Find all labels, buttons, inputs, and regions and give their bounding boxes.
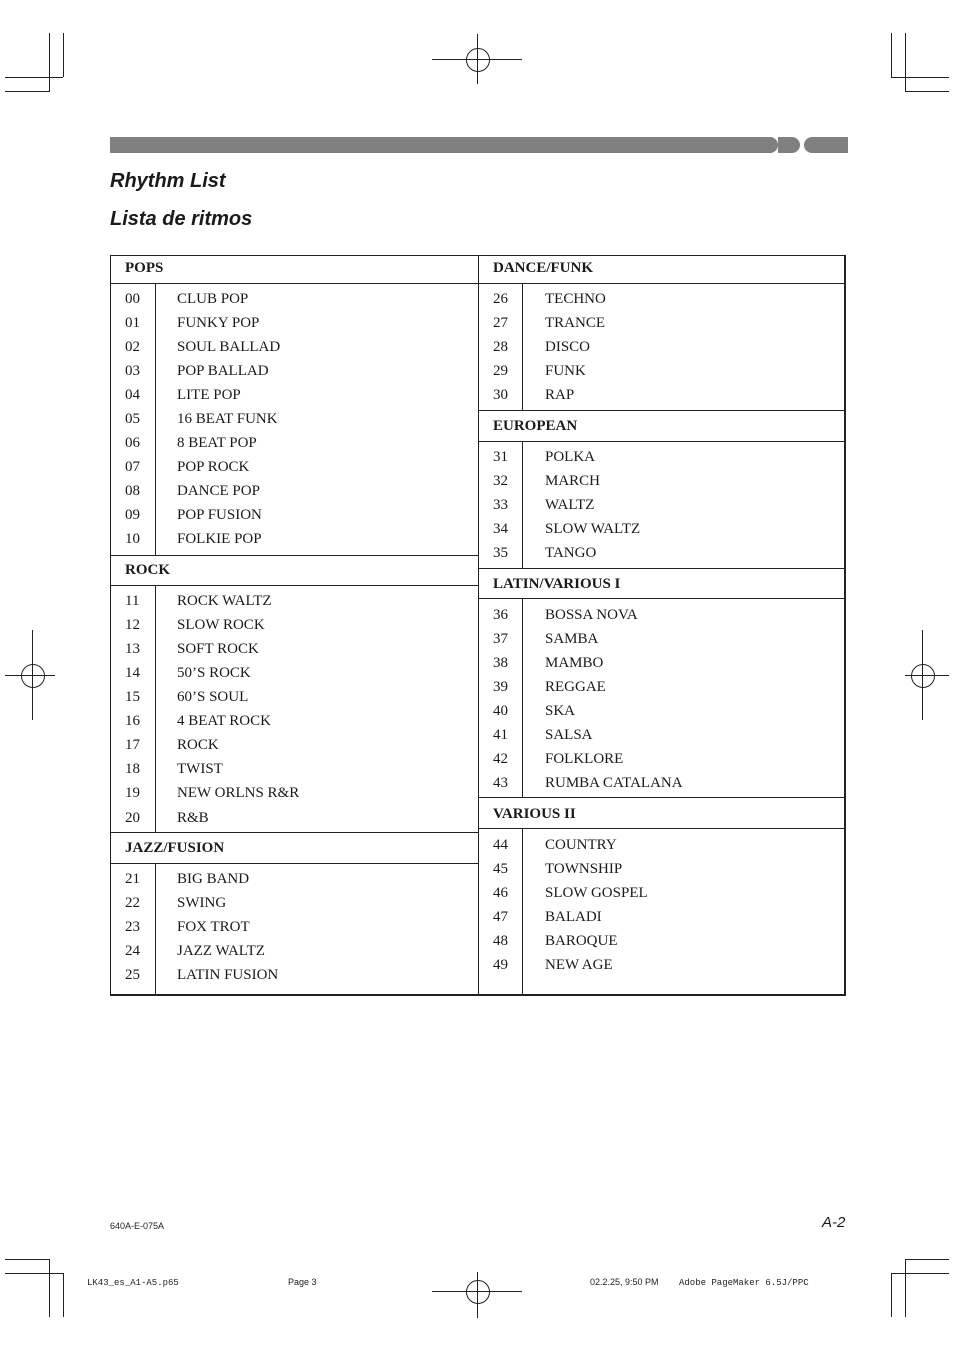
rhythm-number: 17 <box>125 737 140 753</box>
rhythm-name: SLOW ROCK <box>177 617 265 633</box>
crop-mark <box>905 33 906 91</box>
rhythm-number: 33 <box>493 497 508 513</box>
crop-mark <box>905 1259 906 1317</box>
rhythm-name: MARCH <box>545 473 601 489</box>
rhythm-name: POLKA <box>545 449 596 465</box>
print-datetime: 02.2.25, 9:50 PM <box>590 1277 659 1287</box>
crop-mark <box>891 1273 949 1274</box>
rhythm-name: ROCK <box>177 737 219 753</box>
rhythm-name: FUNK <box>545 363 586 379</box>
section-divider <box>479 797 845 798</box>
rhythm-number: 20 <box>125 810 140 826</box>
crop-mark <box>5 1273 63 1274</box>
rhythm-number: 46 <box>493 885 508 901</box>
document-code: 640A-E-075A <box>110 1221 165 1231</box>
section-title-european: EUROPEAN <box>493 418 578 434</box>
rhythm-number: 16 <box>125 713 140 729</box>
crop-mark <box>49 1259 50 1317</box>
rhythm-name: FOLKLORE <box>545 751 624 767</box>
section-title-pops: POPS <box>125 260 164 276</box>
rhythm-name: TOWNSHIP <box>545 861 623 877</box>
crop-mark <box>63 33 64 77</box>
rhythm-name: 16 BEAT FUNK <box>177 411 278 427</box>
title-spanish: Lista de ritmos <box>110 208 253 230</box>
rhythm-number: 09 <box>125 507 140 523</box>
rhythm-number: 12 <box>125 617 140 633</box>
rhythm-number: 39 <box>493 679 508 695</box>
rhythm-number: 19 <box>125 785 140 801</box>
crop-mark <box>63 1273 64 1317</box>
section-divider <box>479 568 845 569</box>
rhythm-number: 45 <box>493 861 508 877</box>
rhythm-name: SLOW GOSPEL <box>545 885 648 901</box>
rhythm-number: 22 <box>125 895 140 911</box>
crop-mark <box>891 77 949 78</box>
rhythm-name: BALADI <box>545 909 602 925</box>
rhythm-name: SOUL BALLAD <box>177 339 281 355</box>
rhythm-name: LITE POP <box>177 387 241 403</box>
rhythm-number: 28 <box>493 339 508 355</box>
rhythm-number: 00 <box>125 291 140 307</box>
number-divider <box>522 284 523 410</box>
section-title-various-ii: VARIOUS II <box>493 806 576 822</box>
crop-mark <box>891 1273 892 1317</box>
rhythm-name: BOSSA NOVA <box>545 607 638 623</box>
rhythm-number: 26 <box>493 291 508 307</box>
rhythm-name: NEW ORLNS R&R <box>177 785 300 801</box>
crop-mark <box>5 91 50 92</box>
rhythm-name: SLOW WALTZ <box>545 521 641 537</box>
rhythm-name: RUMBA CATALANA <box>545 775 683 791</box>
rhythm-number: 49 <box>493 957 508 973</box>
rhythm-number: 08 <box>125 483 140 499</box>
rhythm-name: TRANCE <box>545 315 605 331</box>
rhythm-name: DANCE POP <box>177 483 260 499</box>
rhythm-number: 13 <box>125 641 140 657</box>
section-divider <box>111 585 478 586</box>
header-chevron <box>778 137 800 153</box>
crop-mark <box>905 91 949 92</box>
rhythm-name: TECHNO <box>545 291 606 307</box>
number-divider <box>522 599 523 797</box>
rhythm-number: 15 <box>125 689 140 705</box>
rhythm-name: FOLKIE POP <box>177 531 262 547</box>
rhythm-name: JAZZ WALTZ <box>177 943 265 959</box>
section-title-latin-various: LATIN/VARIOUS I <box>493 576 621 592</box>
title-english: Rhythm List <box>110 170 226 192</box>
rhythm-name: SAMBA <box>545 631 599 647</box>
rhythm-name: POP ROCK <box>177 459 250 475</box>
number-divider <box>155 284 156 555</box>
rhythm-number: 11 <box>125 593 140 609</box>
rhythm-name: 60’S SOUL <box>177 689 249 705</box>
rhythm-name: POP FUSION <box>177 507 262 523</box>
rhythm-name: DISCO <box>545 339 591 355</box>
rhythm-name: 8 BEAT POP <box>177 435 257 451</box>
section-divider <box>479 283 845 284</box>
crop-mark <box>5 77 63 78</box>
rhythm-number: 42 <box>493 751 508 767</box>
rhythm-name: SALSA <box>545 727 593 743</box>
rhythm-number: 05 <box>125 411 140 427</box>
rhythm-number: 43 <box>493 775 508 791</box>
section-title-jazz-fusion: JAZZ/FUSION <box>125 840 225 856</box>
rhythm-number: 06 <box>125 435 140 451</box>
rhythm-name: LATIN FUSION <box>177 967 279 983</box>
registration-circle <box>911 664 935 688</box>
rhythm-number: 47 <box>493 909 508 925</box>
rhythm-name: COUNTRY <box>545 837 617 853</box>
rhythm-number: 21 <box>125 871 140 887</box>
rhythm-name: SKA <box>545 703 576 719</box>
section-title-dance-funk: DANCE/FUNK <box>493 260 593 276</box>
rhythm-number: 44 <box>493 837 508 853</box>
number-divider <box>155 586 156 832</box>
rhythm-number: 14 <box>125 665 140 681</box>
section-divider <box>479 410 845 411</box>
rhythm-number: 31 <box>493 449 508 465</box>
file-name: LK43_es_A1-A5.p65 <box>87 1278 179 1288</box>
crop-mark <box>5 1259 50 1260</box>
rhythm-name: 50’S ROCK <box>177 665 251 681</box>
rhythm-number: 32 <box>493 473 508 489</box>
rhythm-name: WALTZ <box>545 497 595 513</box>
header-chevron <box>756 137 778 153</box>
rhythm-number: 38 <box>493 655 508 671</box>
registration-circle <box>466 48 490 72</box>
rhythm-number: 01 <box>125 315 140 331</box>
section-divider <box>479 441 845 442</box>
rhythm-name: SOFT ROCK <box>177 641 259 657</box>
rhythm-name: BAROQUE <box>545 933 618 949</box>
section-divider <box>111 555 478 556</box>
rhythm-number: 07 <box>125 459 140 475</box>
rhythm-number: 48 <box>493 933 508 949</box>
rhythm-name: TANGO <box>545 545 597 561</box>
number-divider <box>522 829 523 995</box>
rhythm-number: 37 <box>493 631 508 647</box>
rhythm-name: R&B <box>177 810 209 826</box>
rhythm-name: TWIST <box>177 761 223 777</box>
rhythm-name: BIG BAND <box>177 871 250 887</box>
rhythm-name: MAMBO <box>545 655 604 671</box>
column-divider <box>478 256 479 995</box>
header-bar-tail <box>804 137 848 153</box>
rhythm-name: FUNKY POP <box>177 315 260 331</box>
rhythm-number: 02 <box>125 339 140 355</box>
section-divider <box>111 863 478 864</box>
rhythm-number: 30 <box>493 387 508 403</box>
rhythm-number: 23 <box>125 919 140 935</box>
rhythm-name: POP BALLAD <box>177 363 269 379</box>
registration-circle <box>21 664 45 688</box>
rhythm-number: 24 <box>125 943 140 959</box>
section-divider <box>479 598 845 599</box>
registration-circle <box>466 1280 490 1304</box>
application-name: Adobe PageMaker 6.5J/PPC <box>679 1278 809 1288</box>
crop-mark <box>49 33 50 91</box>
section-divider <box>479 828 845 829</box>
section-divider <box>111 283 478 284</box>
rhythm-number: 25 <box>125 967 140 983</box>
rhythm-name: CLUB POP <box>177 291 249 307</box>
rhythm-name: FOX TROT <box>177 919 250 935</box>
header-bar <box>110 137 772 153</box>
rhythm-number: 34 <box>493 521 508 537</box>
rhythm-number: 03 <box>125 363 140 379</box>
page-label: A-2 <box>822 1214 846 1231</box>
rhythm-name: RAP <box>545 387 575 403</box>
rhythm-name: SWING <box>177 895 227 911</box>
rhythm-number: 41 <box>493 727 508 743</box>
page-number: Page 3 <box>288 1277 317 1287</box>
rhythm-name: REGGAE <box>545 679 606 695</box>
number-divider <box>522 442 523 568</box>
rhythm-number: 18 <box>125 761 140 777</box>
section-title-rock: ROCK <box>125 562 170 578</box>
section-divider <box>111 832 478 833</box>
rhythm-number: 35 <box>493 545 508 561</box>
rhythm-name: NEW AGE <box>545 957 613 973</box>
crop-mark <box>891 33 892 77</box>
rhythm-number: 04 <box>125 387 140 403</box>
crop-mark <box>905 1259 949 1260</box>
rhythm-number: 36 <box>493 607 508 623</box>
rhythm-number: 10 <box>125 531 140 547</box>
rhythm-number: 29 <box>493 363 508 379</box>
rhythm-name: ROCK WALTZ <box>177 593 272 609</box>
number-divider <box>155 864 156 995</box>
rhythm-number: 40 <box>493 703 508 719</box>
rhythm-number: 27 <box>493 315 508 331</box>
rhythm-name: 4 BEAT ROCK <box>177 713 271 729</box>
